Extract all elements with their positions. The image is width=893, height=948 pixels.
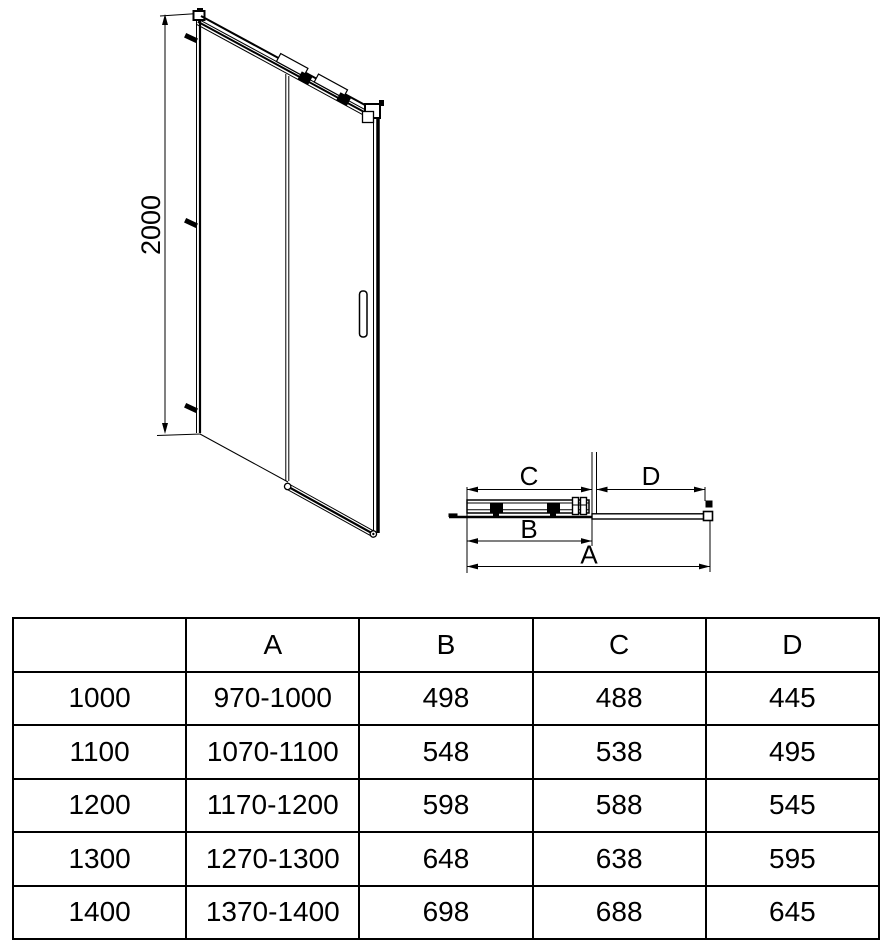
dim-c: [467, 461, 592, 492]
cell-size: 1200: [13, 779, 186, 833]
plan-view-drawing: [449, 452, 713, 573]
dim-b-label: B: [520, 514, 538, 544]
cell-d: 595: [706, 832, 879, 886]
wall-mount-tabs: [184, 33, 198, 413]
dim-d: [597, 461, 706, 492]
cell-b: 548: [359, 725, 532, 779]
cell-a: 1170-1200: [186, 779, 359, 833]
dimensions-table: [12, 617, 880, 940]
cell-b: 498: [359, 672, 532, 726]
cell-c: 488: [533, 672, 706, 726]
cell-c: 638: [533, 832, 706, 886]
top-rail: [196, 12, 380, 121]
table-row: [13, 832, 879, 886]
table-header-row: [13, 618, 879, 672]
cell-size: 1100: [13, 725, 186, 779]
panel-bottom-edge: [200, 434, 288, 482]
cell-c: 588: [533, 779, 706, 833]
arrow-down-icon: [162, 423, 168, 434]
table-row: [13, 725, 879, 779]
table-row: [13, 779, 879, 833]
cell-d: 545: [706, 779, 879, 833]
panel-end-cap: [704, 512, 713, 521]
header-c: C: [533, 618, 706, 672]
right-stile: [374, 117, 379, 533]
roller-icon: [547, 504, 560, 514]
cell-a: 1070-1100: [186, 725, 359, 779]
cell-d: 645: [706, 886, 879, 940]
cell-size: 1300: [13, 832, 186, 886]
roller-icon: [490, 504, 503, 514]
cell-d: 495: [706, 725, 879, 779]
dim-a-label: A: [580, 539, 598, 570]
cell-b: 648: [359, 832, 532, 886]
panel-divider: [286, 74, 289, 481]
header-b: B: [359, 618, 532, 672]
cell-a: 1370-1400: [186, 886, 359, 940]
header-a: A: [186, 618, 359, 672]
dim-a: [467, 540, 710, 570]
dim-c-label: C: [519, 461, 539, 491]
cell-a: 970-1000: [186, 672, 359, 726]
door-assembly-section: [449, 498, 713, 521]
cell-a: 1270-1300: [186, 832, 359, 886]
front-view-drawing: [136, 8, 384, 538]
door-handle: [360, 291, 368, 337]
dim-d-label: D: [641, 461, 661, 491]
cell-b: 598: [359, 779, 532, 833]
cell-b: 698: [359, 886, 532, 940]
bottom-rail: [283, 482, 377, 538]
table-row: [13, 886, 879, 940]
cell-d: 445: [706, 672, 879, 726]
table-row: [13, 672, 879, 726]
header-size: [13, 618, 186, 672]
cell-c: 538: [533, 725, 706, 779]
height-dimension-label: 2000: [136, 194, 166, 256]
fixed-panel-section: [592, 514, 706, 519]
cell-c: 688: [533, 886, 706, 940]
header-d: D: [706, 618, 879, 672]
dim-b: [467, 514, 592, 544]
cell-size: 1000: [13, 672, 186, 726]
top-left-bracket: [194, 8, 205, 20]
cell-size: 1400: [13, 886, 186, 940]
wall-bracket-icon: [706, 501, 713, 508]
